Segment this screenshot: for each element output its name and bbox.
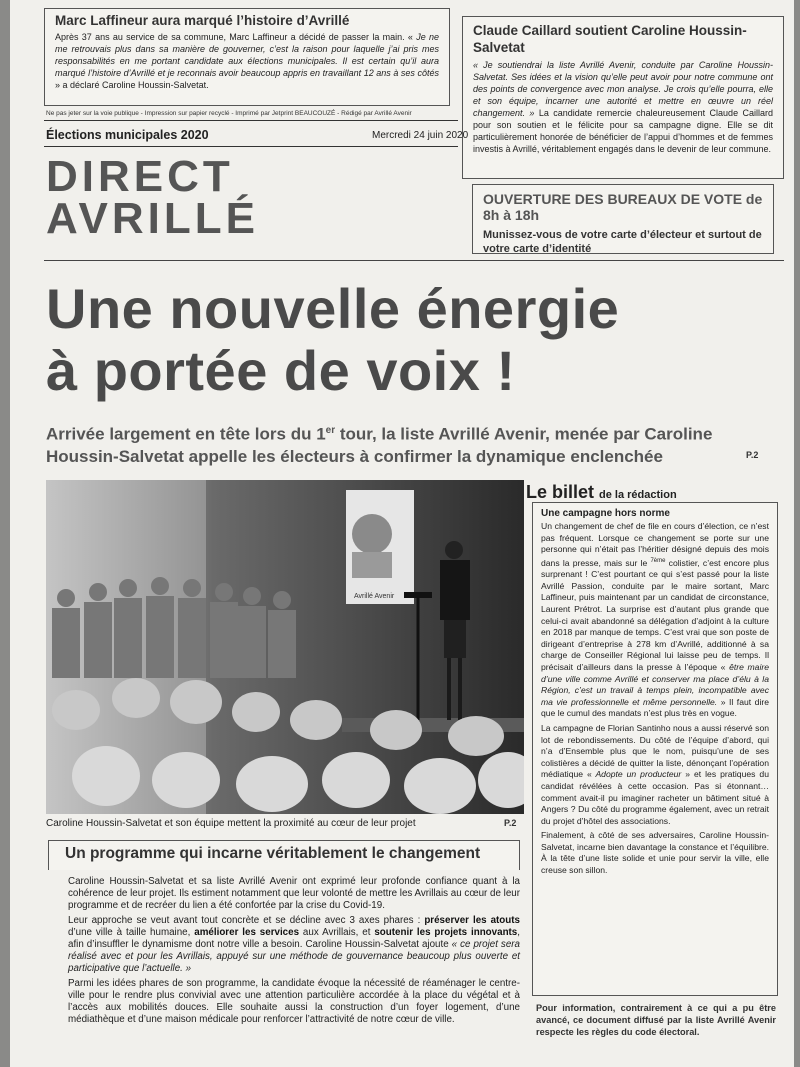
billet-paragraph: Finalement, à côté de ses adversaires, Caroline Houssin-Salvetat, incarne bien davantage la constance et l’équilibre. À la tête d’une liste solide et unie pour servir la ville, elle creuse son sillon.: [541, 830, 769, 876]
programme-p2d: , afin d’insuffler le dynamisme dont notre ville a besoin. Caroline Houssin-Salvetat ajoute: [68, 926, 520, 951]
team-photo: [46, 480, 524, 814]
issue-date: Mercredi 24 juin 2020: [372, 130, 469, 141]
programme-p2a: Leur approche se veut avant tout concrète et se décline avec 3 axes phares :: [68, 914, 425, 926]
programme-p2c: aux Avrillais, et: [299, 926, 375, 938]
standfirst-superscript: er: [325, 425, 336, 436]
newspaper-page: [10, 0, 794, 1067]
billet-paragraph: [541, 723, 769, 827]
billet-p2b: » et les pratiques du candidat révélées à cette occasion. Pas si étonnant… comment avait-il pu imaginer racheter un bâtiment situé à Angers ?: [541, 769, 769, 815]
laffineur-quote: Je ne me retrouvais plus dans sa manière de gouverner, c’est la raison pour laquelle j’ai pris mes responsabilités en me portant candidate aux élections municipales. Il est certain qu’il aura marqué l’histoire d’Avrillé et je reconnais avoir beaucoup appris en travaillant 12 ans à ses côtés: [55, 32, 439, 78]
programme-axis-2: améliorer les services: [194, 926, 300, 938]
laffineur-box: [44, 8, 450, 106]
billet-paragraph: [541, 521, 769, 720]
programme-body: [68, 876, 520, 1028]
billet-quote: être maire d’une ville comme Avrillé et conserver ma place d’élu à la Région, c’est un travail à temps plein, incompatible avec ma vie professionnelle et même personnelle.: [541, 661, 769, 707]
polling-hours-box: [472, 184, 774, 254]
page-reference: P.2: [746, 450, 759, 460]
edition-label: Élections municipales 2020: [46, 128, 209, 142]
billet-title-sub: de la rédaction: [599, 489, 677, 501]
photo-caption: Caroline Houssin-Salvetat et son équipe mettent la proximité au cœur de leur projet: [46, 818, 416, 829]
programme-p2b: d’une ville à taille humaine,: [68, 926, 195, 938]
masthead-line-2: AVRILLÉ: [46, 194, 259, 243]
programme-title-box: [48, 840, 520, 870]
billet-p1a: Un changement de chef de file en cours d’élection, ce n’est pas fréquent. Lorsque ce changement se porte sur une personne qui n’était pas l’héritier désigné depuis des mois dans la presse, mais sur le: [541, 521, 769, 568]
caillard-title: Claude Caillard soutient Caroline Houssin-Salvetat: [473, 23, 747, 55]
caillard-quote: « Je soutiendrai la liste Avrillé Avenir, conduite par Caroline Houssin-Salvetat. Ses idées et la vision qu’elle peut avoir pour notre commune ont des points de convergence avec mon analyse. Je crois qu’elle pourra, elle et son équipe, incarner une autorité et mettre en œuvre un réel changement. »: [473, 60, 773, 118]
laffineur-text-intro: Après 37 ans au service de sa commune, Marc Laffineur a décidé de passer la main. «: [55, 32, 413, 42]
programme-paragraph: [68, 915, 520, 976]
headline-line-2: à portée de voix !: [46, 339, 516, 402]
main-headline: [46, 278, 786, 402]
billet-p1c: » Il faut dire que le cumul des mandats n’est plus très en vogue.: [541, 696, 769, 719]
billet-heading: Une campagne hors norme: [541, 508, 670, 519]
laffineur-text-end: » a déclaré Caroline Houssin-Salvetat.: [55, 80, 209, 90]
masthead: [46, 152, 259, 243]
programme-axis-1: préserver les atouts: [424, 914, 520, 926]
billet-p2a: La campagne de Florian Santinho nous a aussi réservé son lot de rebondissements. Du côté de l’équipe d’abord, qui n’a d’Ensemble plus que le nom, puisqu’une de ses colistières a décidé de quitter la liste, dénonçant l’opération médiatique «: [541, 722, 769, 780]
standfirst: [46, 420, 766, 468]
page-reference: P.2: [504, 818, 517, 828]
laffineur-title: Marc Laffineur aura marqué l’histoire d’Avrillé: [55, 13, 350, 28]
billet-title: [526, 482, 677, 503]
team-photo-image: [46, 480, 524, 814]
programme-title: Un programme qui incarne véritablement le changement: [65, 845, 481, 862]
billet-quote: Adopte un producteur: [591, 769, 686, 780]
divider: [44, 146, 458, 147]
programme-axis-3: soutenir les projets innovants: [374, 926, 518, 938]
standfirst-text-b: tour, la liste Avrillé Avenir, menée par Caroline Houssin-Salvetat appelle les électeurs à confirmer la dynamique enclenchée: [46, 424, 713, 466]
billet-p1b: colistier, c’est encore plus surprenant ! C’est pourtant ce qui s’est passé pour la liste Avrillé Passion, conduite par le maire sortant, Marc Laffineur, puis maintenant par un candidat de circonstance, Laurent Prétrot. La surprise est d’autant plus grande que celui-ci avait abandonné sa délégation d’adjoint à la culture en 2018 par manque de temps. C’est vrai que son poste de dirigeant d’entreprise à 278 km d’Avrillé, additionné à sa charge de Conseiller Régional lui laisse peu de temps. Il précisait d’ailleurs dans la presse à l’époque «: [541, 557, 769, 672]
standfirst-text-a: Arrivée largement en tête lors du 1: [46, 424, 326, 444]
divider: [44, 120, 458, 121]
billet-box: [532, 502, 778, 996]
polling-hours-title: OUVERTURE DES BUREAUX DE VOTE de 8h à 18h: [483, 191, 763, 223]
billet-body: [541, 521, 769, 877]
billet-title-main: Le billet: [526, 482, 595, 502]
divider: [44, 260, 784, 261]
billet-superscript: 7ème: [650, 557, 666, 564]
headline-line-1: Une nouvelle énergie: [46, 277, 620, 340]
polling-hours-note: Munissez-vous de votre carte d’électeur et surtout de votre carte d’identité: [483, 229, 762, 255]
masthead-line-1: DIRECT: [46, 152, 234, 201]
caillard-text-end: La candidate remercie chaleureusement Claude Caillard pour son soutien et le félicite pour sa campagne digne. Elle se dit particulièrement honorée de bénéficier de l’appui d’hommes et de femmes investis à Avrillé, véritablement engagés dans le devenir de leur commune.: [473, 108, 773, 154]
programme-paragraph: Parmi les idées phares de son programme, la candidate évoque la nécessité de réaménager le centre-ville pour le rendre plus convivial avec une attention particulière accordée à la place du végétal et à l’accès aux mobilités douces. Elle souhaite aussi la construction d’un foyer logement, d’une médiathèque et d’une maison médicale pour renforcer l’attractivité de notre cœur de ville.: [68, 977, 520, 1026]
programme-paragraph: Caroline Houssin-Salvetat et sa liste Avrillé Avenir ont exprimé leur profonde confiance quant à la cohérence de leur projet. Ils estiment notamment que leur volonté de mettre les Avrillais au cœur de leur programme et de recréer du lien a été confortée par la crise du Covid-19.: [68, 876, 520, 912]
legal-note: Pour information, contrairement à ce qui a pu être avancé, ce document diffusé par la liste Avrillé Avenir respecte les règles du code électoral.: [536, 1003, 776, 1037]
laffineur-text: [55, 31, 439, 91]
caillard-text: [473, 59, 773, 155]
caillard-box: [462, 16, 784, 179]
programme-quote: « ce projet sera réalisé avec et pour les Avrillais, appuyé sur une méthode de gouvernance beaucoup plus ouverte et participative que l’actuelle. »: [68, 939, 520, 975]
billet-p2c: Du côté du programme également, avec un retrait du projet d’hôtel des associations.: [541, 804, 769, 826]
printer-line: Ne pas jeter sur la voie publique - Impression sur papier recyclé - Imprimé par Jetprint BEAUCOUZÉ - Rédigé par Avrillé Avenir: [46, 110, 412, 117]
poster-label: Avrillé Avenir: [354, 593, 395, 600]
